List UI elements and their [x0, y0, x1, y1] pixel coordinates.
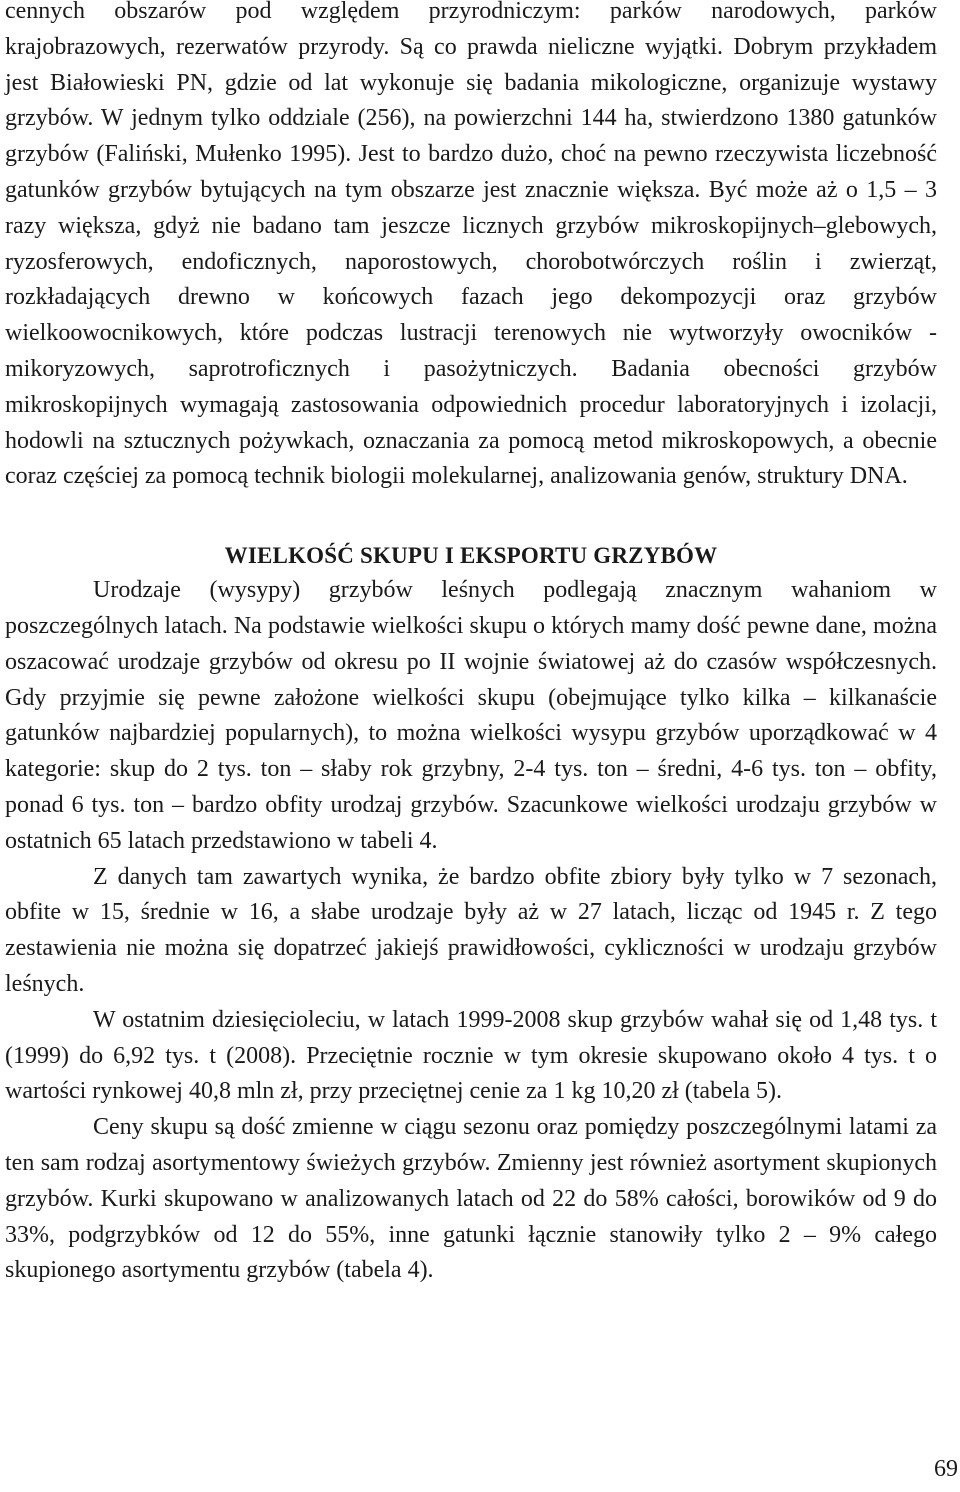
paragraph-harvest-fluctuations: Urodzaje (wysypy) grzybów leśnych podlegają znacznym wahaniom w poszczególnych latach. Na podstawie wielkości skupu o których mamy dość pewne dane, można oszacować urodzaje grzybów od okresu po II wojnie światowej aż do czasów współczesnych. Gdy przyjmie się pewne założone wielkości skupu (obejmujące tylko kilka – kilkanaście gatunków najbardziej popularnych), to można wielkości wysypu grzybów uporządkować w 4 kategorie: skup do 2 tys. ton – słaby rok grzybny, 2-4 tys. ton – średni, 4-6 tys. ton – obfity, ponad 6 tys. ton – bardzo obfity urodzaj grzybów. Szacunkowe wielkości urodzaju grzybów w ostatnich 65 latach przedstawiono w tabeli 4.: [5, 577, 937, 854]
paragraph-intro: cennych obszarów pod względem przyrodniczym: parków narodowych, parków krajobrazowych, rezerwatów przyrody. Są co prawda nieliczne wyjątki. Dobrym przykładem jest Białowieski PN, gdzie od lat wykonuje się badania mikologiczne, organizuje wystawy grzybów. W jednym tylko oddziale (256), na powierzchni 144 ha, stwierdzono 1380 gatunków grzybów (Faliński, Mułenko 1995). Jest to bardzo dużo, choć na pewno rzeczywista liczebność gatunków grzybów bytujących na tym obszarze jest znacznie większa. Być może aż o 1,5 – 3 razy większa, gdyż nie badano tam jeszcze licznych grzybów mikroskopijnych–glebowych, ryzosferowych, endoficznych, naporostowych, chorobotwórczych roślin i zwierząt, rozkładających drewno w końcowych fazach jego dekompozycji oraz grzybów wielkoowocnikowych, które podczas lustracji terenowych nie wytworzyły owocników - mikoryzowych, saprotroficznych i pasożytniczych. Badania obecności grzybów mikroskopijnych wymagają zastosowania odpowiednich procedur laboratoryjnych i izolacji, hodowli na sztucznych pożywkach, oznaczania za pomocą metod mikroskopowych, a obecnie coraz częściej za pomocą technik biologii molekularnej, analizowania genów, struktury DNA.: [5, 0, 937, 490]
paragraph-harvest-statistics: Z danych tam zawartych wynika, że bardzo obfite zbiory były tylko w 7 sezonach, obfite w 15, średnie w 16, a słabe urodzaje były aż w 27 latach, licząc od 1945 r. Z tego zestawienia nie można się dopatrzeć jakiejś prawidłowości, cykliczności w urodzaju grzybów leśnych.: [5, 863, 937, 997]
paragraph-last-decade: W ostatnim dziesięcioleciu, w latach 1999-2008 skup grzybów wahał się od 1,48 tys. t (1999) do 6,92 tys. t (2008). Przeciętnie rocznie w tym okresie skupowano około 4 tys. t o wartości rynkowej 40,8 mln zł, przy przeciętnej cenie za 1 kg 10,20 zł (tabela 5).: [5, 1006, 937, 1105]
section-heading: WIELKOŚĆ SKUPU I EKSPORTU GRZYBÓW: [224, 543, 718, 569]
paragraph-prices: Ceny skupu są dość zmienne w ciągu sezonu oraz pomiędzy poszczególnymi latami za ten sam rodzaj asortymentowy świeżych grzybów. Zmienny jest również asortyment skupionych grzybów. Kurki skupowano w analizowanych latach od 22 do 58% całości, borowików od 9 do 33%, podgrzybków od 12 do 55%, inne gatunki łącznie stanowiły tylko 2 – 9% całego skupionego asortymentu grzybów (tabela 4).: [5, 1114, 937, 1284]
section-spacer: [5, 495, 937, 539]
page-number: 69: [934, 1456, 958, 1482]
page-body: [5, 0, 937, 1289]
